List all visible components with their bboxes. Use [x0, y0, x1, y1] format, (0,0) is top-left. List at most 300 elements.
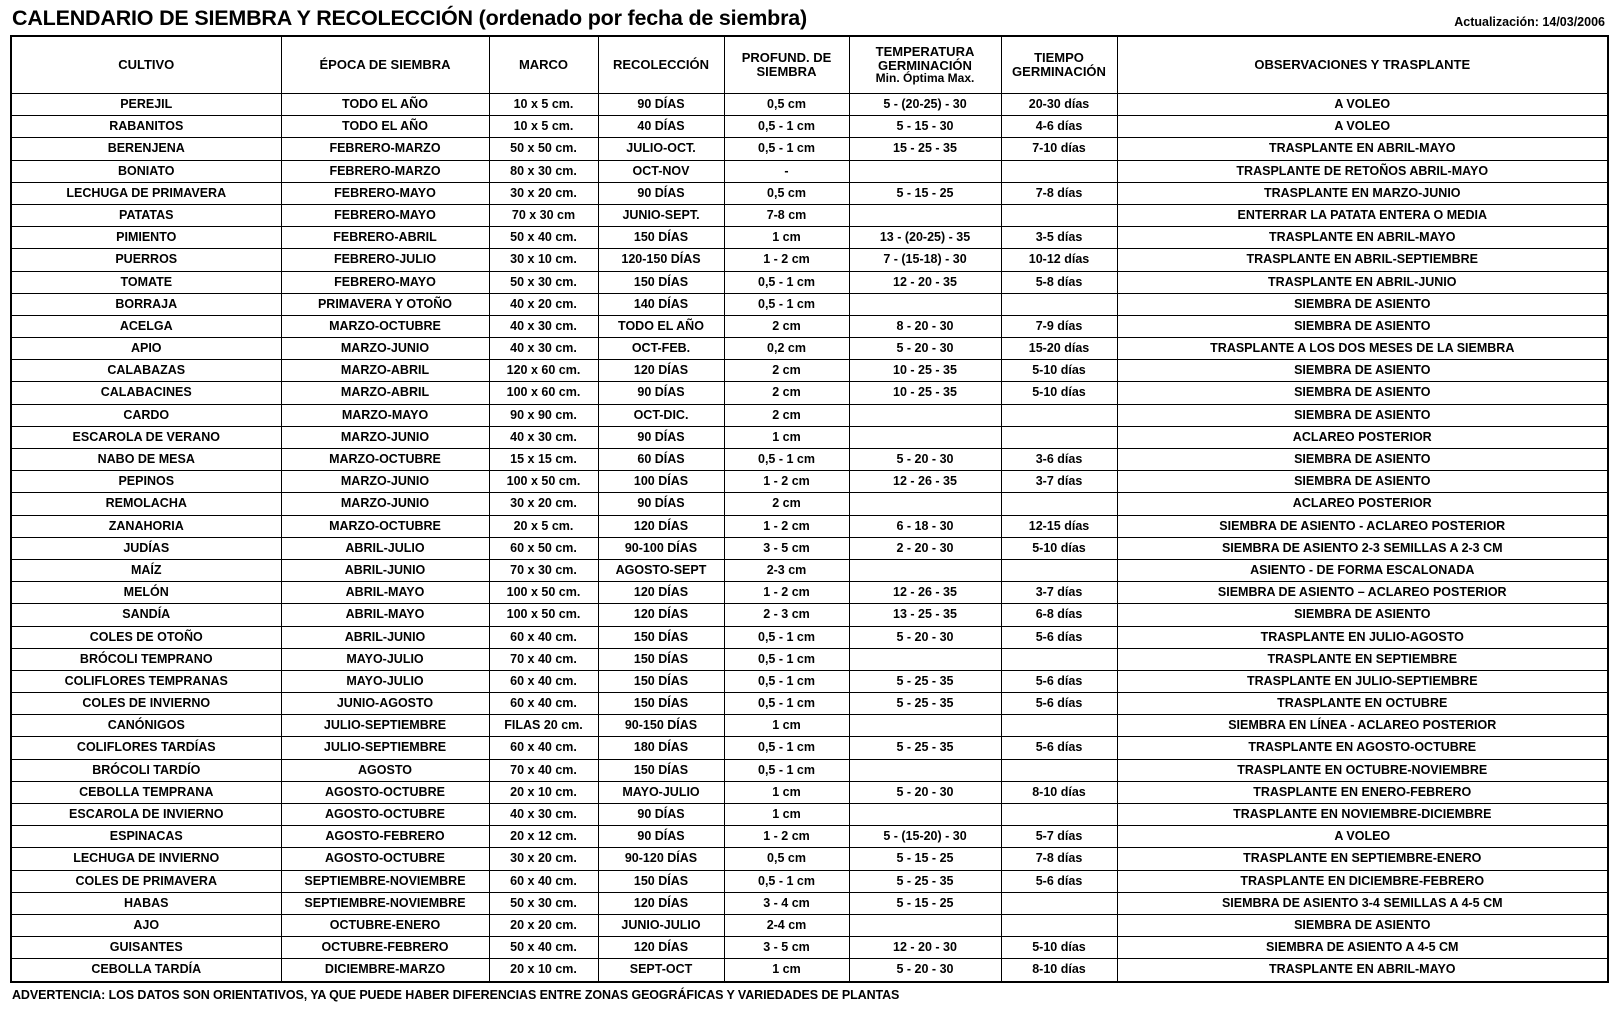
cell-observaciones: ACLAREO POSTERIOR [1117, 493, 1608, 515]
cell-recoleccion: OCT-NOV [598, 160, 724, 182]
cell-profundidad: 0,2 cm [724, 338, 849, 360]
cell-observaciones: SIEMBRA DE ASIENTO 2-3 SEMILLAS A 2-3 CM [1117, 537, 1608, 559]
cell-recoleccion: SEPT-OCT [598, 959, 724, 982]
cell-tiempo: 5-10 días [1001, 937, 1117, 959]
cell-profundidad: 2 - 3 cm [724, 604, 849, 626]
cell-recoleccion: 150 DÍAS [598, 648, 724, 670]
cell-epoca: OCTUBRE-ENERO [281, 914, 489, 936]
cell-profundidad: 0,5 - 1 cm [724, 449, 849, 471]
cell-temperatura [849, 715, 1001, 737]
cell-tiempo: 5-6 días [1001, 737, 1117, 759]
cell-tiempo: 3-7 días [1001, 582, 1117, 604]
cell-tiempo: 8-10 días [1001, 959, 1117, 982]
cell-temperatura: 5 - 20 - 30 [849, 449, 1001, 471]
column-header-label: ÉPOCA DE SIEMBRA [319, 57, 451, 73]
cell-profundidad: 0,5 - 1 cm [724, 293, 849, 315]
page-title: CALENDARIO DE SIEMBRA Y RECOLECCIÓN (ordenado por fecha de siembra) [12, 6, 807, 30]
cell-temperatura: 7 - (15-18) - 30 [849, 249, 1001, 271]
cell-observaciones: SIEMBRA EN LÍNEA - ACLAREO POSTERIOR [1117, 715, 1608, 737]
cell-tiempo: 5-6 días [1001, 693, 1117, 715]
cell-profundidad: 3 - 5 cm [724, 937, 849, 959]
cell-cultivo: COLES DE PRIMAVERA [11, 870, 281, 892]
cell-profundidad: 0,5 cm [724, 848, 849, 870]
cell-recoleccion: 90 DÍAS [598, 826, 724, 848]
cell-epoca: OCTUBRE-FEBRERO [281, 937, 489, 959]
table-header [11, 36, 1608, 94]
cell-marco: 120 x 60 cm. [489, 360, 598, 382]
last-update-label: Actualización: 14/03/2006 [1454, 15, 1605, 29]
cell-tiempo: 5-10 días [1001, 360, 1117, 382]
cell-profundidad: 1 cm [724, 227, 849, 249]
cell-recoleccion: JULIO-OCT. [598, 138, 724, 160]
document-header [10, 6, 1607, 35]
table-row [11, 914, 1608, 936]
table-row [11, 870, 1608, 892]
table-row [11, 360, 1608, 382]
cell-epoca: AGOSTO-OCTUBRE [281, 804, 489, 826]
advertencia-note: ADVERTENCIA: LOS DATOS SON ORIENTATIVOS, YA QUE PUEDE HABER DIFERENCIAS ENTRE ZONAS GEOGRÁFICAS Y VARIEDADES DE PLANTAS [12, 987, 900, 1002]
table-row [11, 537, 1608, 559]
cell-profundidad: 0,5 - 1 cm [724, 648, 849, 670]
cell-tiempo: 5-6 días [1001, 626, 1117, 648]
cell-temperatura: 13 - 25 - 35 [849, 604, 1001, 626]
cell-marco: 10 x 5 cm. [489, 94, 598, 116]
cell-epoca: MARZO-JUNIO [281, 471, 489, 493]
cell-profundidad: 0,5 - 1 cm [724, 737, 849, 759]
cell-epoca: MARZO-JUNIO [281, 493, 489, 515]
cell-marco: 90 x 90 cm. [489, 404, 598, 426]
cell-temperatura: 5 - 20 - 30 [849, 626, 1001, 648]
cell-marco: 100 x 50 cm. [489, 471, 598, 493]
column-header-label: RECOLECCIÓN [612, 57, 710, 73]
cell-temperatura: 12 - 26 - 35 [849, 582, 1001, 604]
cell-observaciones: ASIENTO - DE FORMA ESCALONADA [1117, 559, 1608, 581]
cell-marco: 20 x 20 cm. [489, 914, 598, 936]
cell-tiempo: 7-8 días [1001, 848, 1117, 870]
cell-cultivo: ESCAROLA DE INVIERNO [11, 804, 281, 826]
cell-profundidad: 0,5 - 1 cm [724, 759, 849, 781]
cell-observaciones: TRASPLANTE EN OCTUBRE [1117, 693, 1608, 715]
cell-profundidad: 1 cm [724, 781, 849, 803]
cell-cultivo: CEBOLLA TEMPRANA [11, 781, 281, 803]
cell-temperatura: 5 - 25 - 35 [849, 693, 1001, 715]
cell-epoca: MAYO-JULIO [281, 670, 489, 692]
table-row [11, 116, 1608, 138]
cell-temperatura: 5 - 20 - 30 [849, 338, 1001, 360]
table-row [11, 338, 1608, 360]
cell-recoleccion: 180 DÍAS [598, 737, 724, 759]
cell-profundidad: 2 cm [724, 360, 849, 382]
cell-temperatura: 5 - 25 - 35 [849, 870, 1001, 892]
cell-profundidad: 0,5 - 1 cm [724, 693, 849, 715]
cell-epoca: JUNIO-AGOSTO [281, 693, 489, 715]
cell-temperatura: 10 - 25 - 35 [849, 360, 1001, 382]
cell-cultivo: COLIFLORES TARDÍAS [11, 737, 281, 759]
cell-epoca: DICIEMBRE-MARZO [281, 959, 489, 982]
cell-tiempo: 10-12 días [1001, 249, 1117, 271]
cell-observaciones: TRASPLANTE EN ABRIL-MAYO [1117, 138, 1608, 160]
cell-marco: 10 x 5 cm. [489, 116, 598, 138]
cell-recoleccion: 90 DÍAS [598, 493, 724, 515]
cell-profundidad: 2 cm [724, 404, 849, 426]
cell-tiempo: 5-8 días [1001, 271, 1117, 293]
cell-recoleccion: 120 DÍAS [598, 604, 724, 626]
table-row [11, 937, 1608, 959]
cell-cultivo: ACELGA [11, 315, 281, 337]
cell-cultivo: CEBOLLA TARDÍA [11, 959, 281, 982]
cell-tiempo: 3-6 días [1001, 449, 1117, 471]
column-header-label: CULTIVO [118, 57, 175, 73]
cell-cultivo: ESPINACAS [11, 826, 281, 848]
cell-profundidad: 1 cm [724, 959, 849, 982]
cell-cultivo: CALABAZAS [11, 360, 281, 382]
cell-recoleccion: 150 DÍAS [598, 271, 724, 293]
cell-recoleccion: 90 DÍAS [598, 382, 724, 404]
cell-temperatura [849, 559, 1001, 581]
table-row [11, 781, 1608, 803]
cell-marco: 50 x 40 cm. [489, 227, 598, 249]
cell-observaciones: SIEMBRA DE ASIENTO - ACLAREO POSTERIOR [1117, 515, 1608, 537]
cell-epoca: ABRIL-JUNIO [281, 559, 489, 581]
cell-temperatura: 2 - 20 - 30 [849, 537, 1001, 559]
cell-recoleccion: 150 DÍAS [598, 693, 724, 715]
column-header-marco [489, 36, 598, 94]
cell-observaciones: SIEMBRA DE ASIENTO [1117, 914, 1608, 936]
cell-cultivo: CARDO [11, 404, 281, 426]
table-row [11, 449, 1608, 471]
cell-profundidad: 2-4 cm [724, 914, 849, 936]
cell-cultivo: TOMATE [11, 271, 281, 293]
cell-cultivo: COLIFLORES TEMPRANAS [11, 670, 281, 692]
cell-temperatura [849, 160, 1001, 182]
cell-observaciones: SIEMBRA DE ASIENTO [1117, 382, 1608, 404]
cell-profundidad: 0,5 - 1 cm [724, 870, 849, 892]
cell-temperatura [849, 804, 1001, 826]
cell-cultivo: BERENJENA [11, 138, 281, 160]
cell-tiempo: 5-7 días [1001, 826, 1117, 848]
cell-marco: 60 x 40 cm. [489, 737, 598, 759]
table-row [11, 160, 1608, 182]
cell-tiempo: 6-8 días [1001, 604, 1117, 626]
cell-cultivo: HABAS [11, 892, 281, 914]
table-row [11, 826, 1608, 848]
cell-observaciones: SIEMBRA DE ASIENTO [1117, 360, 1608, 382]
cell-recoleccion: 60 DÍAS [598, 449, 724, 471]
cell-marco: 60 x 40 cm. [489, 870, 598, 892]
cell-cultivo: ZANAHORIA [11, 515, 281, 537]
cell-temperatura: 5 - 15 - 25 [849, 848, 1001, 870]
cell-marco: 100 x 60 cm. [489, 382, 598, 404]
cell-epoca: MARZO-MAYO [281, 404, 489, 426]
table-row [11, 249, 1608, 271]
cell-marco: 50 x 40 cm. [489, 937, 598, 959]
cell-cultivo: PATATAS [11, 204, 281, 226]
cell-epoca: FEBRERO-MAYO [281, 271, 489, 293]
cell-cultivo: PIMIENTO [11, 227, 281, 249]
cell-epoca: ABRIL-MAYO [281, 604, 489, 626]
table-header-row [11, 36, 1608, 94]
cell-marco: 50 x 50 cm. [489, 138, 598, 160]
cell-cultivo: REMOLACHA [11, 493, 281, 515]
cell-epoca: PRIMAVERA Y OTOÑO [281, 293, 489, 315]
cell-cultivo: RABANITOS [11, 116, 281, 138]
table-row [11, 94, 1608, 116]
column-header-epoca [281, 36, 489, 94]
cell-profundidad: 1 - 2 cm [724, 471, 849, 493]
cell-recoleccion: 140 DÍAS [598, 293, 724, 315]
cell-marco: 30 x 20 cm. [489, 493, 598, 515]
cell-recoleccion: 90 DÍAS [598, 426, 724, 448]
table-row [11, 693, 1608, 715]
column-header-label: TIEMPO GERMINACIÓN [1012, 50, 1106, 79]
cell-cultivo: GUISANTES [11, 937, 281, 959]
cell-observaciones: SIEMBRA DE ASIENTO [1117, 404, 1608, 426]
cell-epoca: MARZO-ABRIL [281, 382, 489, 404]
table-row [11, 204, 1608, 226]
cell-epoca: SEPTIEMBRE-NOVIEMBRE [281, 870, 489, 892]
cell-epoca: ABRIL-JUNIO [281, 626, 489, 648]
cell-epoca: FEBRERO-MAYO [281, 182, 489, 204]
cell-marco: 60 x 40 cm. [489, 693, 598, 715]
table-row [11, 515, 1608, 537]
cell-epoca: FEBRERO-MARZO [281, 160, 489, 182]
cell-marco: 30 x 20 cm. [489, 848, 598, 870]
cell-recoleccion: 90-120 DÍAS [598, 848, 724, 870]
cell-epoca: JULIO-SEPTIEMBRE [281, 737, 489, 759]
cell-tiempo [1001, 892, 1117, 914]
cell-recoleccion: 40 DÍAS [598, 116, 724, 138]
cell-profundidad: 1 cm [724, 715, 849, 737]
cell-profundidad: 0,5 - 1 cm [724, 138, 849, 160]
cell-observaciones: SIEMBRA DE ASIENTO [1117, 293, 1608, 315]
table-row [11, 315, 1608, 337]
cell-profundidad: 2-3 cm [724, 559, 849, 581]
table-row [11, 759, 1608, 781]
cell-observaciones: ENTERRAR LA PATATA ENTERA O MEDIA [1117, 204, 1608, 226]
cell-tiempo: 5-6 días [1001, 870, 1117, 892]
cell-observaciones: TRASPLANTE EN SEPTIEMBRE [1117, 648, 1608, 670]
cell-profundidad: 1 - 2 cm [724, 582, 849, 604]
cell-epoca: MARZO-JUNIO [281, 338, 489, 360]
cell-recoleccion: 120 DÍAS [598, 515, 724, 537]
cell-cultivo: PEPINOS [11, 471, 281, 493]
column-header-observaciones [1117, 36, 1608, 94]
cell-tiempo: 3-7 días [1001, 471, 1117, 493]
cell-recoleccion: 120 DÍAS [598, 360, 724, 382]
cell-cultivo: CANÓNIGOS [11, 715, 281, 737]
cell-marco: FILAS 20 cm. [489, 715, 598, 737]
cell-tiempo [1001, 493, 1117, 515]
cell-marco: 40 x 30 cm. [489, 426, 598, 448]
cell-profundidad: 1 cm [724, 804, 849, 826]
cell-temperatura: 5 - 15 - 30 [849, 116, 1001, 138]
cell-epoca: AGOSTO-OCTUBRE [281, 848, 489, 870]
cell-cultivo: CALABACINES [11, 382, 281, 404]
cell-tiempo: 15-20 días [1001, 338, 1117, 360]
cell-temperatura: 15 - 25 - 35 [849, 138, 1001, 160]
table-row [11, 271, 1608, 293]
cell-observaciones: SIEMBRA DE ASIENTO A 4-5 CM [1117, 937, 1608, 959]
column-header-profundidad [724, 36, 849, 94]
cell-profundidad: 0,5 cm [724, 182, 849, 204]
cell-tiempo: 12-15 días [1001, 515, 1117, 537]
cell-observaciones: TRASPLANTE EN ABRIL-SEPTIEMBRE [1117, 249, 1608, 271]
cell-tiempo: 7-9 días [1001, 315, 1117, 337]
cell-marco: 60 x 40 cm. [489, 670, 598, 692]
cell-temperatura: 12 - 26 - 35 [849, 471, 1001, 493]
cell-observaciones: SIEMBRA DE ASIENTO 3-4 SEMILLAS A 4-5 CM [1117, 892, 1608, 914]
cell-tiempo [1001, 804, 1117, 826]
cell-recoleccion: 90-150 DÍAS [598, 715, 724, 737]
cell-profundidad: 2 cm [724, 493, 849, 515]
cell-marco: 50 x 30 cm. [489, 892, 598, 914]
cell-temperatura: 10 - 25 - 35 [849, 382, 1001, 404]
cell-epoca: FEBRERO-JULIO [281, 249, 489, 271]
cell-cultivo: MELÓN [11, 582, 281, 604]
cell-recoleccion: 90-100 DÍAS [598, 537, 724, 559]
cell-observaciones: TRASPLANTE EN ENERO-FEBRERO [1117, 781, 1608, 803]
cell-tiempo: 8-10 días [1001, 781, 1117, 803]
cell-recoleccion: 120-150 DÍAS [598, 249, 724, 271]
cell-observaciones: TRASPLANTE EN MARZO-JUNIO [1117, 182, 1608, 204]
cell-observaciones: SIEMBRA DE ASIENTO – ACLAREO POSTERIOR [1117, 582, 1608, 604]
table-row [11, 382, 1608, 404]
table-row [11, 959, 1608, 982]
table-row [11, 493, 1608, 515]
cell-marco: 20 x 5 cm. [489, 515, 598, 537]
cell-recoleccion: JUNIO-JULIO [598, 914, 724, 936]
table-row [11, 582, 1608, 604]
cell-profundidad: 1 cm [724, 426, 849, 448]
cell-cultivo: BORRAJA [11, 293, 281, 315]
cell-observaciones: TRASPLANTE EN JULIO-AGOSTO [1117, 626, 1608, 648]
cell-observaciones: TRASPLANTE DE RETOÑOS ABRIL-MAYO [1117, 160, 1608, 182]
cell-marco: 40 x 30 cm. [489, 338, 598, 360]
cell-cultivo: BONIATO [11, 160, 281, 182]
cell-observaciones: TRASPLANTE EN ABRIL-MAYO [1117, 959, 1608, 982]
cell-profundidad: 2 cm [724, 315, 849, 337]
cell-recoleccion: 150 DÍAS [598, 626, 724, 648]
cell-recoleccion: OCT-DIC. [598, 404, 724, 426]
cell-cultivo: ESCAROLA DE VERANO [11, 426, 281, 448]
cell-observaciones: TRASPLANTE EN DICIEMBRE-FEBRERO [1117, 870, 1608, 892]
cell-observaciones: TRASPLANTE EN AGOSTO-OCTUBRE [1117, 737, 1608, 759]
cell-observaciones: TRASPLANTE EN SEPTIEMBRE-ENERO [1117, 848, 1608, 870]
cell-epoca: MAYO-JULIO [281, 648, 489, 670]
cell-observaciones: SIEMBRA DE ASIENTO [1117, 471, 1608, 493]
cell-recoleccion: 150 DÍAS [598, 227, 724, 249]
cell-temperatura: 5 - 15 - 25 [849, 182, 1001, 204]
cell-temperatura: 8 - 20 - 30 [849, 315, 1001, 337]
cell-profundidad: 2 cm [724, 382, 849, 404]
cell-recoleccion: 90 DÍAS [598, 804, 724, 826]
cell-cultivo: BRÓCOLI TEMPRANO [11, 648, 281, 670]
cell-temperatura [849, 404, 1001, 426]
cell-epoca: FEBRERO-MAYO [281, 204, 489, 226]
cell-temperatura: 5 - (20-25) - 30 [849, 94, 1001, 116]
cell-marco: 20 x 10 cm. [489, 781, 598, 803]
cell-recoleccion: TODO EL AÑO [598, 315, 724, 337]
cell-observaciones: TRASPLANTE EN JULIO-SEPTIEMBRE [1117, 670, 1608, 692]
table-row [11, 471, 1608, 493]
column-header-sublabel: Min. Óptima Max. [875, 71, 975, 86]
cell-tiempo: 3-5 días [1001, 227, 1117, 249]
cell-temperatura: 12 - 20 - 35 [849, 271, 1001, 293]
cell-cultivo: PUERROS [11, 249, 281, 271]
cell-profundidad: 0,5 - 1 cm [724, 626, 849, 648]
table-row [11, 227, 1608, 249]
sowing-harvest-table [10, 35, 1609, 983]
table-row [11, 737, 1608, 759]
cell-profundidad: 0,5 cm [724, 94, 849, 116]
cell-cultivo: LECHUGA DE PRIMAVERA [11, 182, 281, 204]
cell-tiempo [1001, 759, 1117, 781]
cell-profundidad: 3 - 4 cm [724, 892, 849, 914]
cell-temperatura [849, 493, 1001, 515]
cell-epoca: MARZO-OCTUBRE [281, 449, 489, 471]
cell-cultivo: AJO [11, 914, 281, 936]
cell-marco: 80 x 30 cm. [489, 160, 598, 182]
cell-epoca: SEPTIEMBRE-NOVIEMBRE [281, 892, 489, 914]
column-header-label: MARCO [518, 57, 569, 73]
cell-recoleccion: 90 DÍAS [598, 94, 724, 116]
cell-tiempo [1001, 426, 1117, 448]
cell-epoca: TODO EL AÑO [281, 94, 489, 116]
table-body [11, 94, 1608, 982]
cell-epoca: ABRIL-JULIO [281, 537, 489, 559]
table-row [11, 848, 1608, 870]
table-row [11, 804, 1608, 826]
cell-recoleccion: 100 DÍAS [598, 471, 724, 493]
cell-marco: 40 x 30 cm. [489, 804, 598, 826]
cell-tiempo: 4-6 días [1001, 116, 1117, 138]
cell-marco: 60 x 50 cm. [489, 537, 598, 559]
cell-temperatura [849, 204, 1001, 226]
cell-recoleccion: AGOSTO-SEPT [598, 559, 724, 581]
cell-cultivo: COLES DE OTOÑO [11, 626, 281, 648]
cell-profundidad: 1 - 2 cm [724, 249, 849, 271]
cell-recoleccion: OCT-FEB. [598, 338, 724, 360]
cell-epoca: MARZO-JUNIO [281, 426, 489, 448]
cell-marco: 30 x 20 cm. [489, 182, 598, 204]
cell-observaciones: SIEMBRA DE ASIENTO [1117, 315, 1608, 337]
column-header-recoleccion [598, 36, 724, 94]
cell-cultivo: MAÍZ [11, 559, 281, 581]
cell-observaciones: A VOLEO [1117, 116, 1608, 138]
cell-marco: 100 x 50 cm. [489, 582, 598, 604]
cell-marco: 20 x 12 cm. [489, 826, 598, 848]
cell-temperatura: 5 - 25 - 35 [849, 737, 1001, 759]
table-row [11, 138, 1608, 160]
cell-tiempo: 7-10 días [1001, 138, 1117, 160]
cell-marco: 70 x 40 cm. [489, 759, 598, 781]
cell-marco: 50 x 30 cm. [489, 271, 598, 293]
cell-cultivo: PEREJIL [11, 94, 281, 116]
cell-cultivo: COLES DE INVIERNO [11, 693, 281, 715]
table-row [11, 892, 1608, 914]
table-row [11, 426, 1608, 448]
table-row [11, 559, 1608, 581]
cell-temperatura: 6 - 18 - 30 [849, 515, 1001, 537]
column-header-label: OBSERVACIONES Y TRASPLANTE [1254, 57, 1471, 73]
cell-observaciones: A VOLEO [1117, 94, 1608, 116]
cell-profundidad: 1 - 2 cm [724, 515, 849, 537]
cell-tiempo [1001, 293, 1117, 315]
cell-epoca: MARZO-OCTUBRE [281, 315, 489, 337]
cell-observaciones: SIEMBRA DE ASIENTO [1117, 604, 1608, 626]
cell-marco: 70 x 30 cm. [489, 559, 598, 581]
column-header-label: TEMPERATURA GERMINACIÓN [875, 44, 975, 73]
